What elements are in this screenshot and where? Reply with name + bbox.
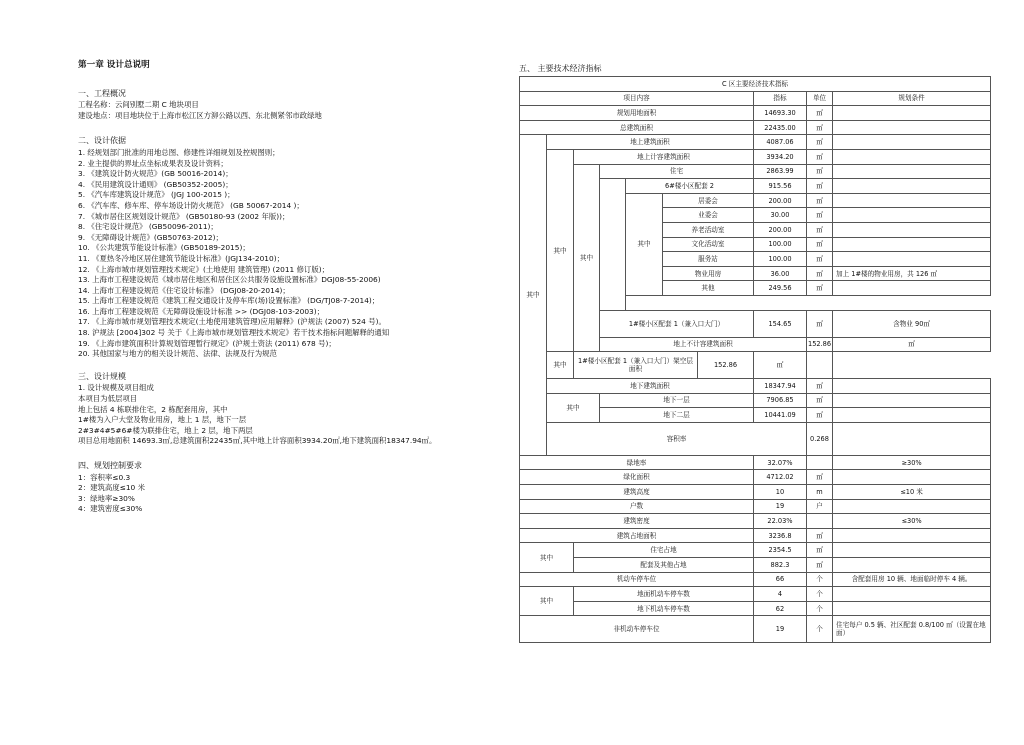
row-value: 200.00: [754, 222, 807, 237]
table-row: [520, 543, 991, 558]
table-row: [520, 455, 991, 470]
list-item: 19. 《上海市建筑面积计算规划管理暂行规定》(沪规土资法 (2011) 678 号)；: [78, 338, 336, 348]
row-label: 绿化面积: [520, 470, 754, 485]
text-line: 本项目为低层项目: [78, 394, 138, 404]
row-unit: 户: [807, 499, 833, 514]
row-unit: ㎡: [807, 135, 833, 150]
row-condition: [833, 193, 991, 208]
row-unit: ㎡: [807, 393, 833, 408]
row-value: 152.86: [698, 352, 754, 379]
row-condition: [833, 237, 991, 252]
row-value: 10: [754, 485, 807, 500]
list-item: 13. 上海市工程建设规范《城市居住地区和居住区公共服务设施设置标准》DGJ08-55-2006): [78, 275, 381, 285]
list-item: 6. 《汽车库、修车库、停车场设计防火规范》 (GB 50067-2014 )；: [78, 200, 304, 210]
row-condition: ≤10 米: [833, 485, 991, 500]
row-condition: [833, 120, 991, 135]
list-item: 12. 《上海市城市规划管理技术规定》(土地使用 建筑管理) (2011 修订版)；: [78, 264, 330, 274]
list-item: 9. 《无障碍设计规范》(GB50763-2012)；: [78, 232, 223, 242]
list-item: 2. 业主提供的界址点坐标成果表及设计资料；: [78, 158, 228, 168]
row-unit: [807, 514, 833, 529]
row-value: 249.56: [754, 281, 807, 296]
row-label: 地下一层: [600, 393, 754, 408]
text-line: 1. 设计规模及项目组成: [78, 383, 154, 393]
row-label: 地下二层: [600, 408, 754, 423]
row-condition: [833, 222, 991, 237]
list-item: 14. 上海市工程建设规范《住宅设计标准》 (DGJ08-20-2014)；: [78, 285, 290, 295]
row-condition: [833, 393, 991, 408]
row-label: 地面机动车停车数: [574, 587, 754, 602]
text-line: 工程名称：云间别墅二期 C 地块项目: [78, 100, 199, 110]
row-label: 配套及其他占地: [574, 558, 754, 573]
row-label: 户数: [520, 499, 754, 514]
row-unit: ㎡: [807, 558, 833, 573]
row-unit: ㎡: [807, 281, 833, 296]
row-value: 22435.00: [754, 120, 807, 135]
list-item: 4. 《民用建筑设计通则》 (GB50352-2005)；: [78, 179, 233, 189]
row-condition: ≤30%: [833, 514, 991, 529]
table-row: [520, 120, 991, 135]
row-condition: [833, 587, 991, 602]
list-item: 7. 《城市居住区规划设计规范》 (GB50180-93 (2002 年版))；: [78, 211, 290, 221]
row-label: 服务站: [663, 252, 754, 267]
row-label: 机动车停车位: [520, 572, 754, 587]
list-item: 2：建筑高度≤10 米: [78, 483, 145, 493]
table-header-row: [520, 91, 991, 106]
row-unit: ㎡: [807, 120, 833, 135]
row-unit: ㎡: [807, 208, 833, 223]
section-5-title: 五、 主要技术经济指标: [519, 64, 602, 73]
header-value: 指标: [754, 91, 807, 106]
row-condition: [833, 135, 991, 150]
row-unit: ㎡: [807, 149, 833, 164]
row-value: 4712.02: [754, 470, 807, 485]
qizhong-label: 其中: [626, 193, 663, 295]
row-value: 4: [754, 587, 807, 602]
list-item: 11. 《夏热冬冷地区居住建筑节能设计标准》(JGJ134-2010)；: [78, 253, 284, 263]
row-condition: [833, 281, 991, 296]
row-unit: 个: [807, 572, 833, 587]
row-value: 3236.8: [754, 528, 807, 543]
table-title-row: [520, 77, 991, 92]
row-unit: ㎡: [833, 337, 991, 352]
row-value: 19: [754, 499, 807, 514]
row-value: 882.3: [754, 558, 807, 573]
row-value: 152.86: [807, 337, 833, 352]
list-item: 10. 《公共建筑节能设计标准》(GB50189-2015)；: [78, 243, 250, 253]
list-item: 20. 其他国家与地方的相关设计规范、法律、法规及行为规范: [78, 349, 277, 359]
table-row: [520, 558, 991, 573]
technical-indicators: [519, 60, 990, 643]
row-value: 36.00: [754, 266, 807, 281]
row-value: 62: [754, 601, 807, 616]
text-line: 建设地点：项目地块位于上海市松江区方泖公路以西、东北侧紧邻市政绿地: [78, 110, 322, 120]
row-label: 容积率: [547, 422, 807, 455]
list-item: 4：建筑密度≤30%: [78, 504, 143, 514]
qizhong-label: 其中: [520, 543, 574, 572]
row-value: 7906.85: [754, 393, 807, 408]
row-condition: [833, 558, 991, 573]
row-label: 建筑高度: [520, 485, 754, 500]
list-item: 1：容积率≤0.3: [78, 472, 131, 482]
section-3-title: 三、设计规模: [78, 371, 126, 381]
row-label: 1#楼小区配套 1（兼入口大门）: [600, 310, 754, 337]
qizhong-label: 其中: [520, 587, 574, 616]
table-row: [520, 601, 991, 616]
row-condition: 加上 1#楼的物业用房，共 126 ㎡: [833, 266, 991, 281]
header-unit: 单位: [807, 91, 833, 106]
table-row: [520, 499, 991, 514]
row-value: 66: [754, 572, 807, 587]
row-condition: [833, 208, 991, 223]
table-row: [520, 164, 991, 179]
row-value: 22.03%: [754, 514, 807, 529]
table-row: [520, 393, 991, 408]
row-unit: ㎡: [754, 352, 807, 379]
row-unit: [807, 455, 833, 470]
row-label: 养老活动室: [663, 222, 754, 237]
row-label: 地下机动车停车数: [574, 601, 754, 616]
row-condition: 含配套用房 10 辆、地面临时停车 4 辆。: [833, 572, 991, 587]
row-label: 1#楼小区配套 1（兼入口大门）架空层面积: [574, 352, 698, 379]
row-label: 居委会: [663, 193, 754, 208]
row-value: 4087.06: [754, 135, 807, 150]
row-value: 200.00: [754, 193, 807, 208]
row-condition: [833, 543, 991, 558]
row-value: 32.07%: [754, 455, 807, 470]
row-value: 19: [754, 616, 807, 643]
text-line: 1#楼为入户大堂及物业用房，地上 1 层，地下一层: [78, 415, 247, 425]
row-value: 30.00: [754, 208, 807, 223]
row-label: 物业用房: [663, 266, 754, 281]
row-value: 3934.20: [754, 149, 807, 164]
row-label: 业委会: [663, 208, 754, 223]
section-2-title: 二、设计依据: [78, 136, 126, 146]
table-row: [520, 485, 991, 500]
table-row: [520, 587, 991, 602]
header-condition: 规划条件: [833, 91, 991, 106]
table-row: [520, 616, 991, 643]
row-label: 住宅: [600, 164, 754, 179]
list-item: 16. 上海市工程建设规范《无障碍设施设计标准 >> (DGJ08-103-2003)；: [78, 306, 325, 316]
table-row: [520, 379, 991, 394]
row-condition: [833, 149, 991, 164]
text-line: 地上包括 4 栋联排住宅，2 栋配套用房，其中: [78, 404, 228, 414]
text-line: 2#3#4#5#6#楼为联排住宅，地上 2 层，地下两层: [78, 425, 253, 435]
row-unit: ㎡: [807, 193, 833, 208]
row-unit: ㎡: [807, 310, 833, 337]
table-row: [520, 352, 991, 379]
project-area-summary: 项目总用地面积 14693.3㎡,总建筑面积22435㎡,其中地上计容面积3934.20㎡,地下建筑面积18347.94㎡。: [78, 436, 437, 446]
row-label: 建筑密度: [520, 514, 754, 529]
row-label: 规划用地面积: [520, 106, 754, 121]
row-value: 2354.5: [754, 543, 807, 558]
row-unit: ㎡: [807, 164, 833, 179]
list-item: 3. 《建筑设计防火规范》(GB 50016-2014)；: [78, 169, 233, 179]
row-unit: 个: [807, 616, 833, 643]
row-unit: ㎡: [807, 106, 833, 121]
row-label: 其他: [663, 281, 754, 296]
row-value: 915.56: [754, 179, 807, 194]
row-unit: ㎡: [807, 266, 833, 281]
row-condition: [833, 164, 991, 179]
row-unit: ㎡: [807, 237, 833, 252]
list-item: 8. 《住宅设计规范》 (GB50096-2011)；: [78, 222, 218, 232]
table-row: [520, 528, 991, 543]
table-row: [520, 135, 991, 150]
row-unit: 个: [807, 601, 833, 616]
row-label: 非机动车停车位: [520, 616, 754, 643]
row-label: 绿地率: [520, 455, 754, 470]
row-condition: [833, 252, 991, 267]
list-item: 15. 上海市工程建设规范《建筑工程交通设计及停车库(场)设置标准》 (DG/TJ08-7-2014)；: [78, 296, 380, 306]
list-item: 18. 沪规法 [2004]302 号 关于《上海市城市规划管理技术规定》若干技术指标问题解释的通知: [78, 328, 390, 338]
row-label: 地上计容建筑面积: [574, 149, 754, 164]
qizhong-label: 其中: [520, 135, 547, 456]
row-label: 文化活动室: [663, 237, 754, 252]
list-item: 3：绿地率≥30%: [78, 493, 135, 503]
row-label: 住宅占地: [574, 543, 754, 558]
row-value: 2863.99: [754, 164, 807, 179]
row-label: 地上建筑面积: [547, 135, 754, 150]
row-label: 建筑占地面积: [520, 528, 754, 543]
row-unit: ㎡: [807, 252, 833, 267]
row-unit: m: [807, 485, 833, 500]
row-unit: ㎡: [807, 179, 833, 194]
list-item: 5. 《汽车库建筑设计规范》 (JGJ 100-2015 )；: [78, 190, 235, 200]
list-item: 17. 《上海市城市规划管理技术规定(土地使用建筑管理)应用解释》(沪规法 (2007) 524 号)。: [78, 317, 386, 327]
table-row: [520, 422, 991, 455]
row-unit: ㎡: [807, 470, 833, 485]
qizhong-label: 其中: [547, 393, 600, 422]
row-unit: ㎡: [807, 528, 833, 543]
row-condition: [833, 499, 991, 514]
row-value: 154.65: [754, 310, 807, 337]
row-unit: ㎡: [807, 543, 833, 558]
list-item: 1. 经规划部门批准的用地总图、修建性详细规划及控规图则；: [78, 147, 280, 157]
row-condition: [833, 379, 991, 394]
table-row: [520, 514, 991, 529]
row-unit: ㎡: [807, 408, 833, 423]
row-value: 14693.30: [754, 106, 807, 121]
table-row: [520, 470, 991, 485]
row-condition: [833, 601, 991, 616]
table-row: [520, 106, 991, 121]
table-title: C 区主要经济技术指标: [520, 77, 991, 92]
row-value: 100.00: [754, 237, 807, 252]
row-condition: [833, 408, 991, 423]
chapter-title: 第一章 设计总说明: [78, 60, 150, 70]
row-condition: [833, 528, 991, 543]
table-row: [520, 572, 991, 587]
table-row: [520, 149, 991, 164]
row-unit: ㎡: [807, 379, 833, 394]
section-4-title: 四、规划控制要求: [78, 461, 142, 470]
row-unit: [833, 422, 991, 455]
design-description: [78, 60, 498, 515]
row-label: 总建筑面积: [520, 120, 754, 135]
qizhong-label: 其中: [547, 352, 574, 379]
qizhong-label: 其中: [574, 164, 600, 352]
row-value: 0.268: [807, 422, 833, 455]
row-label: 地下建筑面积: [547, 379, 754, 394]
row-condition: [833, 106, 991, 121]
row-label: 地上不计容建筑面积: [600, 337, 807, 352]
row-condition: 含物业 90㎡: [833, 310, 991, 337]
header-item: 项目内容: [520, 91, 754, 106]
qizhong-label: 其中: [547, 149, 574, 351]
row-value: 100.00: [754, 252, 807, 267]
row-condition: [807, 352, 833, 379]
section-1-title: 一、工程概况: [78, 88, 126, 98]
row-condition: [833, 179, 991, 194]
row-unit: 个: [807, 587, 833, 602]
row-unit: ㎡: [807, 222, 833, 237]
row-value: 18347.94: [754, 379, 807, 394]
row-condition: 住宅每户 0.5 辆、社区配套 0.8/100 ㎡（设置在地面）: [833, 616, 991, 643]
row-condition: [833, 470, 991, 485]
row-label: 6#楼小区配套 2: [626, 179, 754, 194]
row-value: 10441.09: [754, 408, 807, 423]
row-condition: ≥30%: [833, 455, 991, 470]
indicators-table: [519, 76, 991, 643]
